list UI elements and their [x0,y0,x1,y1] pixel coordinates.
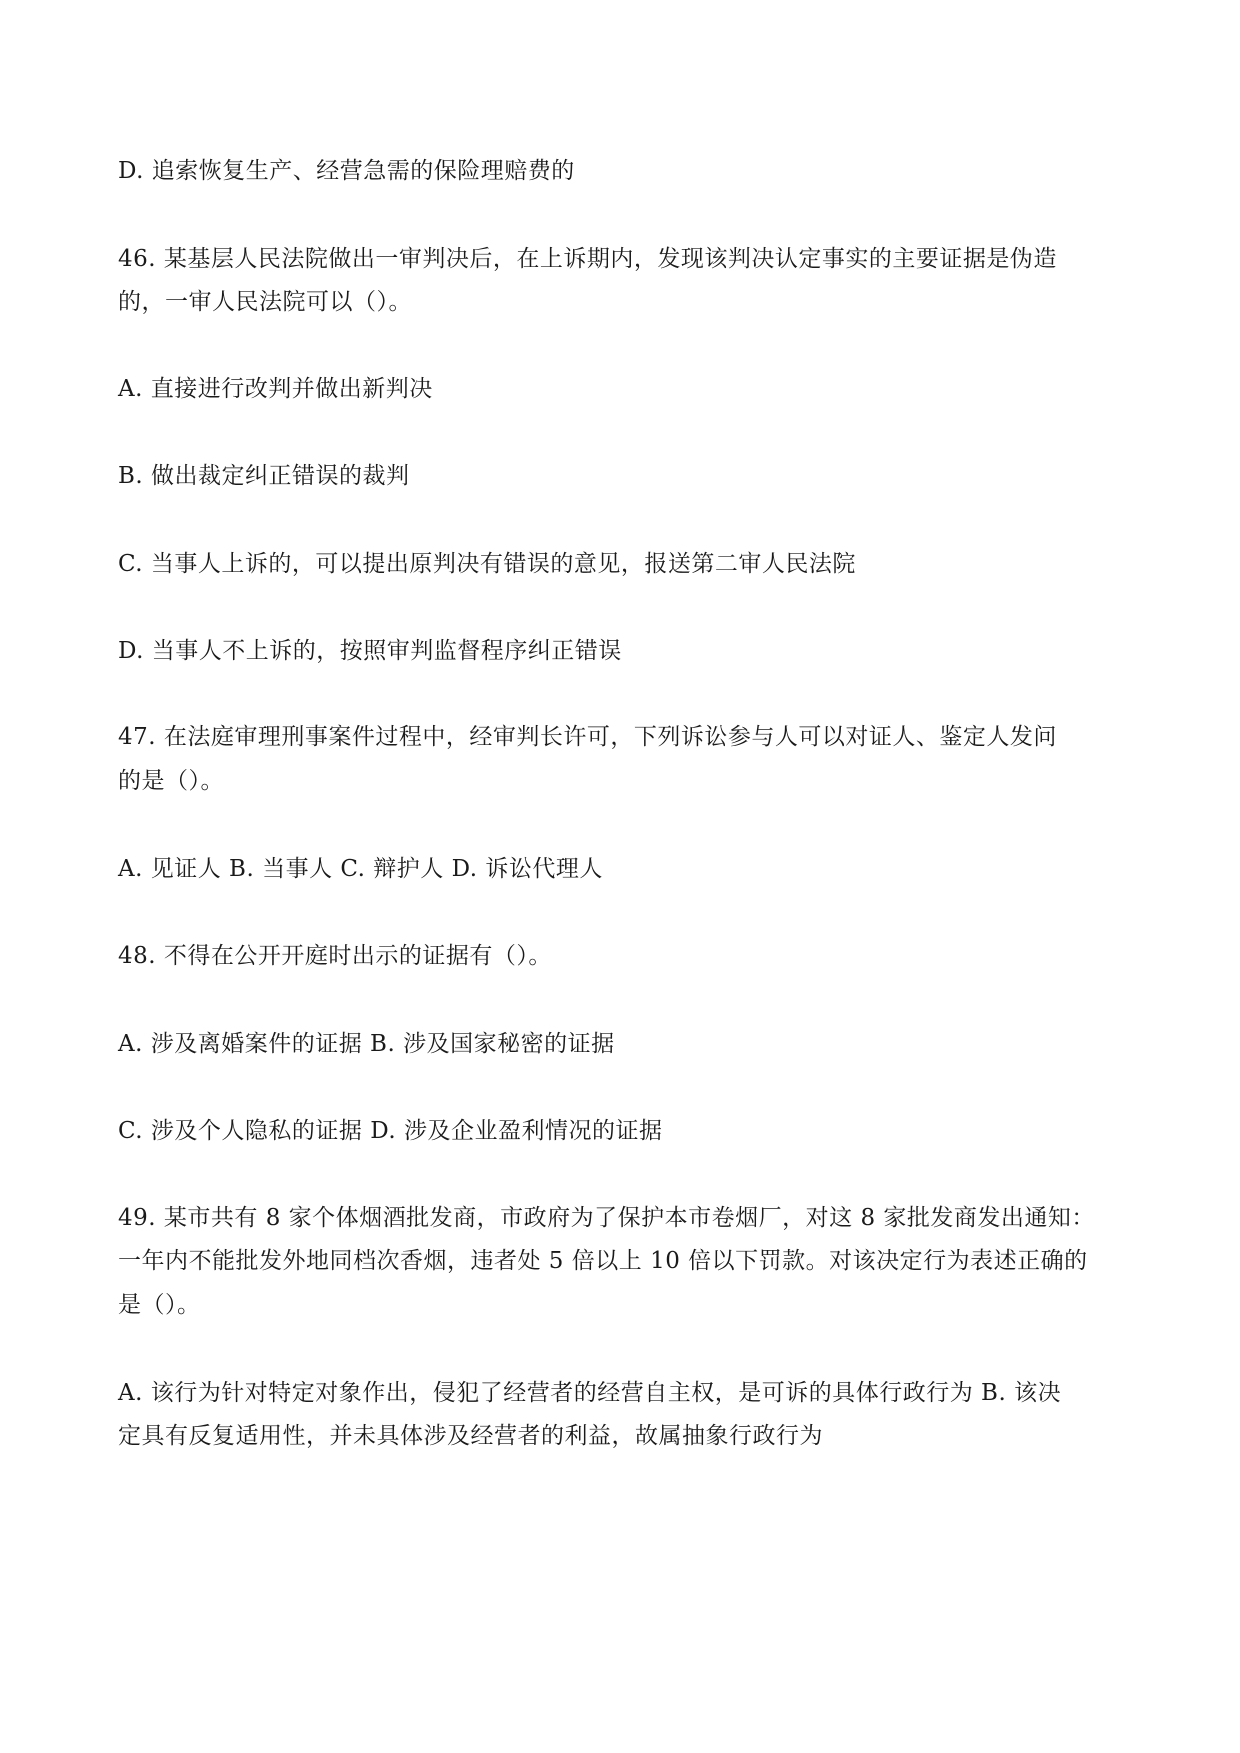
option-c-q46: C. 当事人上诉的，可以提出原判决有错误的意见，报送第二审人民法院 [118,551,856,577]
options-q47: A. 见证人 B. 当事人 C. 辩护人 D. 诉讼代理人 [118,856,603,882]
option-d-q46: D. 当事人不上诉的，按照审判监督程序纠正错误 [118,638,622,664]
question-48: 48. 不得在公开开庭时出示的证据有（）。 [118,943,552,969]
options-cd-q48: C. 涉及个人隐私的证据 D. 涉及企业盈利情况的证据 [118,1118,663,1144]
option-a-q46: A. 直接进行改判并做出新判决 [118,376,433,402]
question-46-line-1: 46. 某基层人民法院做出一审判决后，在上诉期内，发现该判决认定事实的主要证据是伪造 [118,246,1057,272]
question-49-line-3: 是（）。 [118,1292,201,1318]
option-b-q46: B. 做出裁定纠正错误的裁判 [118,463,410,489]
question-49-line-2: 一年内不能批发外地同档次香烟，违者处 5 倍以上 10 倍以下罚款。对该决定行为表述正确的 [118,1248,1088,1274]
question-49-line-1: 49. 某市共有 8 家个体烟酒批发商，市政府为了保护本市卷烟厂，对这 8 家批发商发出通知： [118,1205,1095,1231]
options-ab-q48: A. 涉及离婚案件的证据 B. 涉及国家秘密的证据 [118,1031,615,1057]
option-d-q45: D. 追索恢复生产、经营急需的保险理赔费的 [118,158,575,184]
question-46-line-2: 的，一审人民法院可以（）。 [118,289,412,315]
question-47-line-1: 47. 在法庭审理刑事案件过程中，经审判长许可，下列诉讼参与人可以对证人、鉴定人发问 [118,724,1057,750]
options-q49-line-1: A. 该行为针对特定对象作出，侵犯了经营者的经营自主权，是可诉的具体行政行为 B. 该决 [118,1380,1062,1406]
question-47-line-2: 的是（）。 [118,768,224,794]
options-q49-line-2: 定具有反复适用性，并未具体涉及经营者的利益，故属抽象行政行为 [118,1423,823,1449]
